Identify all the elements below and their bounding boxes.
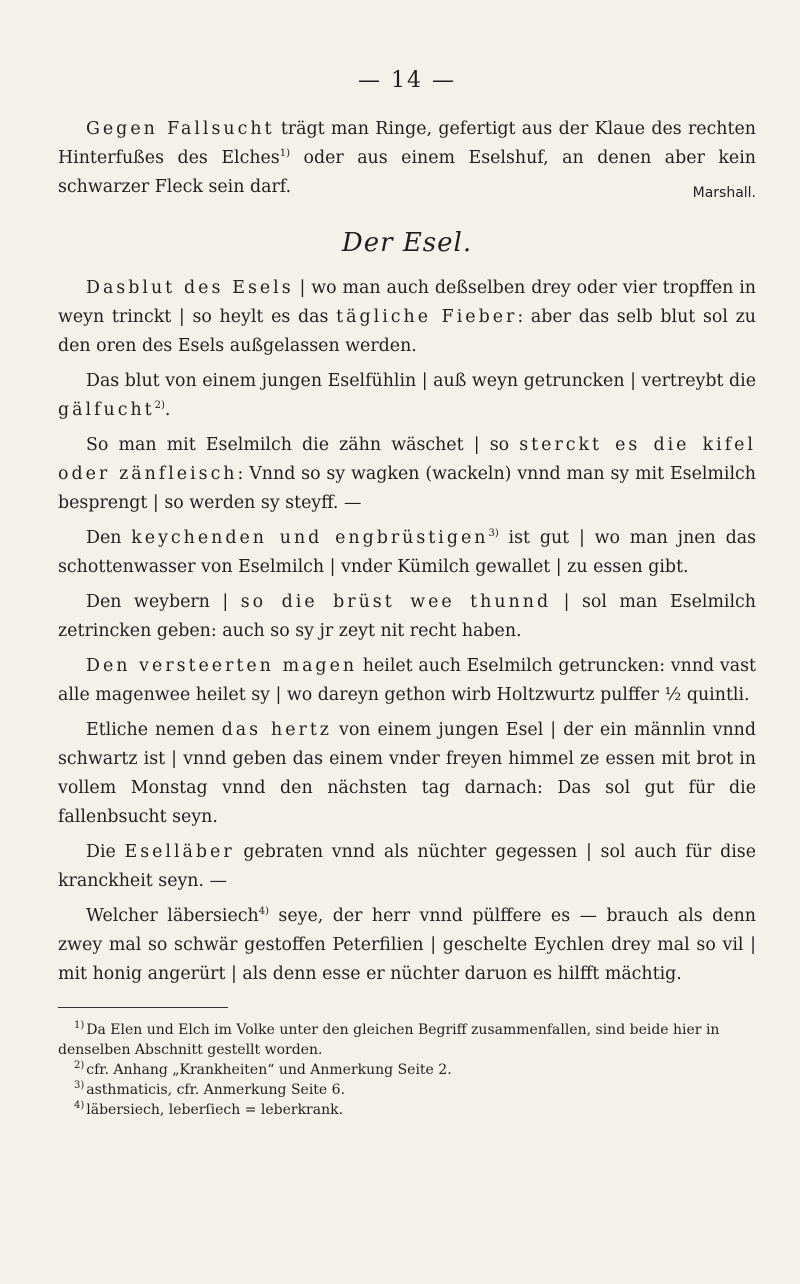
author-signature: Marshall. (692, 185, 756, 201)
body-paragraph (58, 716, 756, 832)
body-paragraph (58, 367, 756, 425)
section-heading: Der Esel. (341, 228, 473, 258)
footnote (58, 1080, 756, 1100)
body-paragraph (58, 652, 756, 710)
body-paragraph (58, 902, 756, 989)
footnote-divider (58, 1007, 228, 1008)
paragraph-text: | wo man auch deßselben drey oder vier tropffen in weyn trinckt | so heylt es das (58, 278, 757, 327)
paragraph-spaced2: Eselläber (124, 842, 235, 862)
paragraph-text: Welcher läbersiech (86, 906, 259, 926)
paragraph-text: So man mit Eselmilch die zähn wäschet | so (86, 435, 520, 455)
paragraph-sup: 2) (154, 400, 165, 412)
footnotes (58, 1020, 756, 1120)
footnote-mark: 1) (74, 1020, 85, 1032)
page-number: — 14 — (358, 68, 456, 93)
paragraph-text2: : aber das selb blut sol zu den oren des Esels außgelassen werden. (58, 307, 756, 356)
paragraph-spaced2: sterckt es die kifel oder zänfleisch (58, 435, 756, 484)
body-paragraph (58, 274, 756, 361)
body-paragraph (58, 524, 756, 582)
intro-lead: Gegen Fallsucht (86, 119, 275, 139)
paragraph-text2: seye, der herr vnnd pülffere es — brauch als denn zwey mal so schwär gestoffen Peterfilien | geschelte Eychlen drey mal so vil | mit honig angerürt | als denn esse er nüchter daruon es hilfft mächtig. (58, 906, 756, 984)
footnote-ref-1: 1) (279, 148, 290, 160)
paragraph-spaced2: tägliche Fieber (336, 307, 518, 327)
paragraph-text: Das blut von einem jungen Eselfühlin | auß weyn getruncken | vertreybt die (86, 371, 756, 391)
paragraph-spaced2: so die brüst wee thunnd (240, 592, 552, 612)
intro-text: trägt man Ringe, gefertigt aus der Klaue des rechten Hinterfußes des Elches (58, 119, 756, 168)
paragraph-sup: 4) (258, 906, 269, 918)
body-paragraph (58, 431, 756, 518)
body-paragraphs (58, 274, 756, 989)
paragraph-text: Etliche nemen (86, 720, 222, 740)
paragraph-text2: gebraten vnnd als nüchter gegessen | sol auch für dise kranckheit seyn. — (58, 842, 756, 891)
paragraph-lead: Das (86, 278, 129, 298)
paragraph-text: Die (86, 842, 125, 862)
footnote-text: asthmaticis, cfr. Anmerkung Seite 6. (86, 1082, 346, 1098)
paragraph-text2: ist gut | wo man jnen das schottenwasser von Eselmilch | vnder Kümilch gewallet | zu essen gibt. (58, 528, 756, 577)
paragraph-text2: | sol man Eselmilch zetrincken geben: auch so sy jr zeyt nit recht haben. (58, 592, 757, 641)
paragraph-spaced2: keychenden und engbrüstigen (131, 528, 489, 548)
paragraph-text: Den (86, 528, 132, 548)
footnote-text: cfr. Anhang „Krankheiten“ und Anmerkung Seite 2. (86, 1062, 452, 1078)
paragraph-text2: : Vnnd so sy wagken (wackeln) vnnd man sy mit Eselmilch besprengt | so werden sy steyff. — (58, 464, 756, 513)
footnote-mark: 4) (74, 1100, 85, 1112)
footnote-text: Da Elen und Elch im Volke unter den gleichen Begriff zusammenfallen, sind beide hier in denselben Abschnitt gestellt worden. (58, 1022, 720, 1058)
body-paragraph (58, 588, 756, 646)
paragraph-text2: . (164, 400, 171, 420)
footnote (58, 1020, 756, 1060)
paragraph-text: Den weybern | (86, 592, 241, 612)
footnote-text: läbersiech, leberſiech = leberkrank. (86, 1102, 344, 1118)
intro-paragraph (58, 115, 756, 202)
paragraph-sup: 3) (488, 528, 499, 540)
body-paragraph (58, 838, 756, 896)
paragraph-text2: von einem jungen Esel | der ein männlin vnnd schwartz ist | vnnd geben das einem vnder freyen himmel ze essen mit brot in vollem Monstag vnnd den nächsten tag darnach: Das sol gut für die fallenbsucht seyn. (58, 720, 756, 827)
footnote (58, 1060, 756, 1080)
footnote-mark: 3) (74, 1080, 85, 1092)
paragraph-spaced2: gälfucht (58, 400, 155, 420)
paragraph-text2: heilet auch Eselmilch getruncken: vnnd vast alle magenwee heilet sy | wo dareyn gethon wirb Holtzwurtz pulffer ½ quintli. (58, 656, 756, 705)
paragraph-spaced2: das hertz (221, 720, 332, 740)
paragraph-spaced: blut des Esels (128, 278, 294, 298)
intro-text-2: oder aus einem Eselshuf, an denen aber kein schwarzer Fleck sein darf. (58, 148, 756, 197)
footnote (58, 1100, 756, 1120)
paragraph-spaced2: Den versteerten magen (86, 656, 358, 676)
footnote-mark: 2) (74, 1060, 85, 1072)
